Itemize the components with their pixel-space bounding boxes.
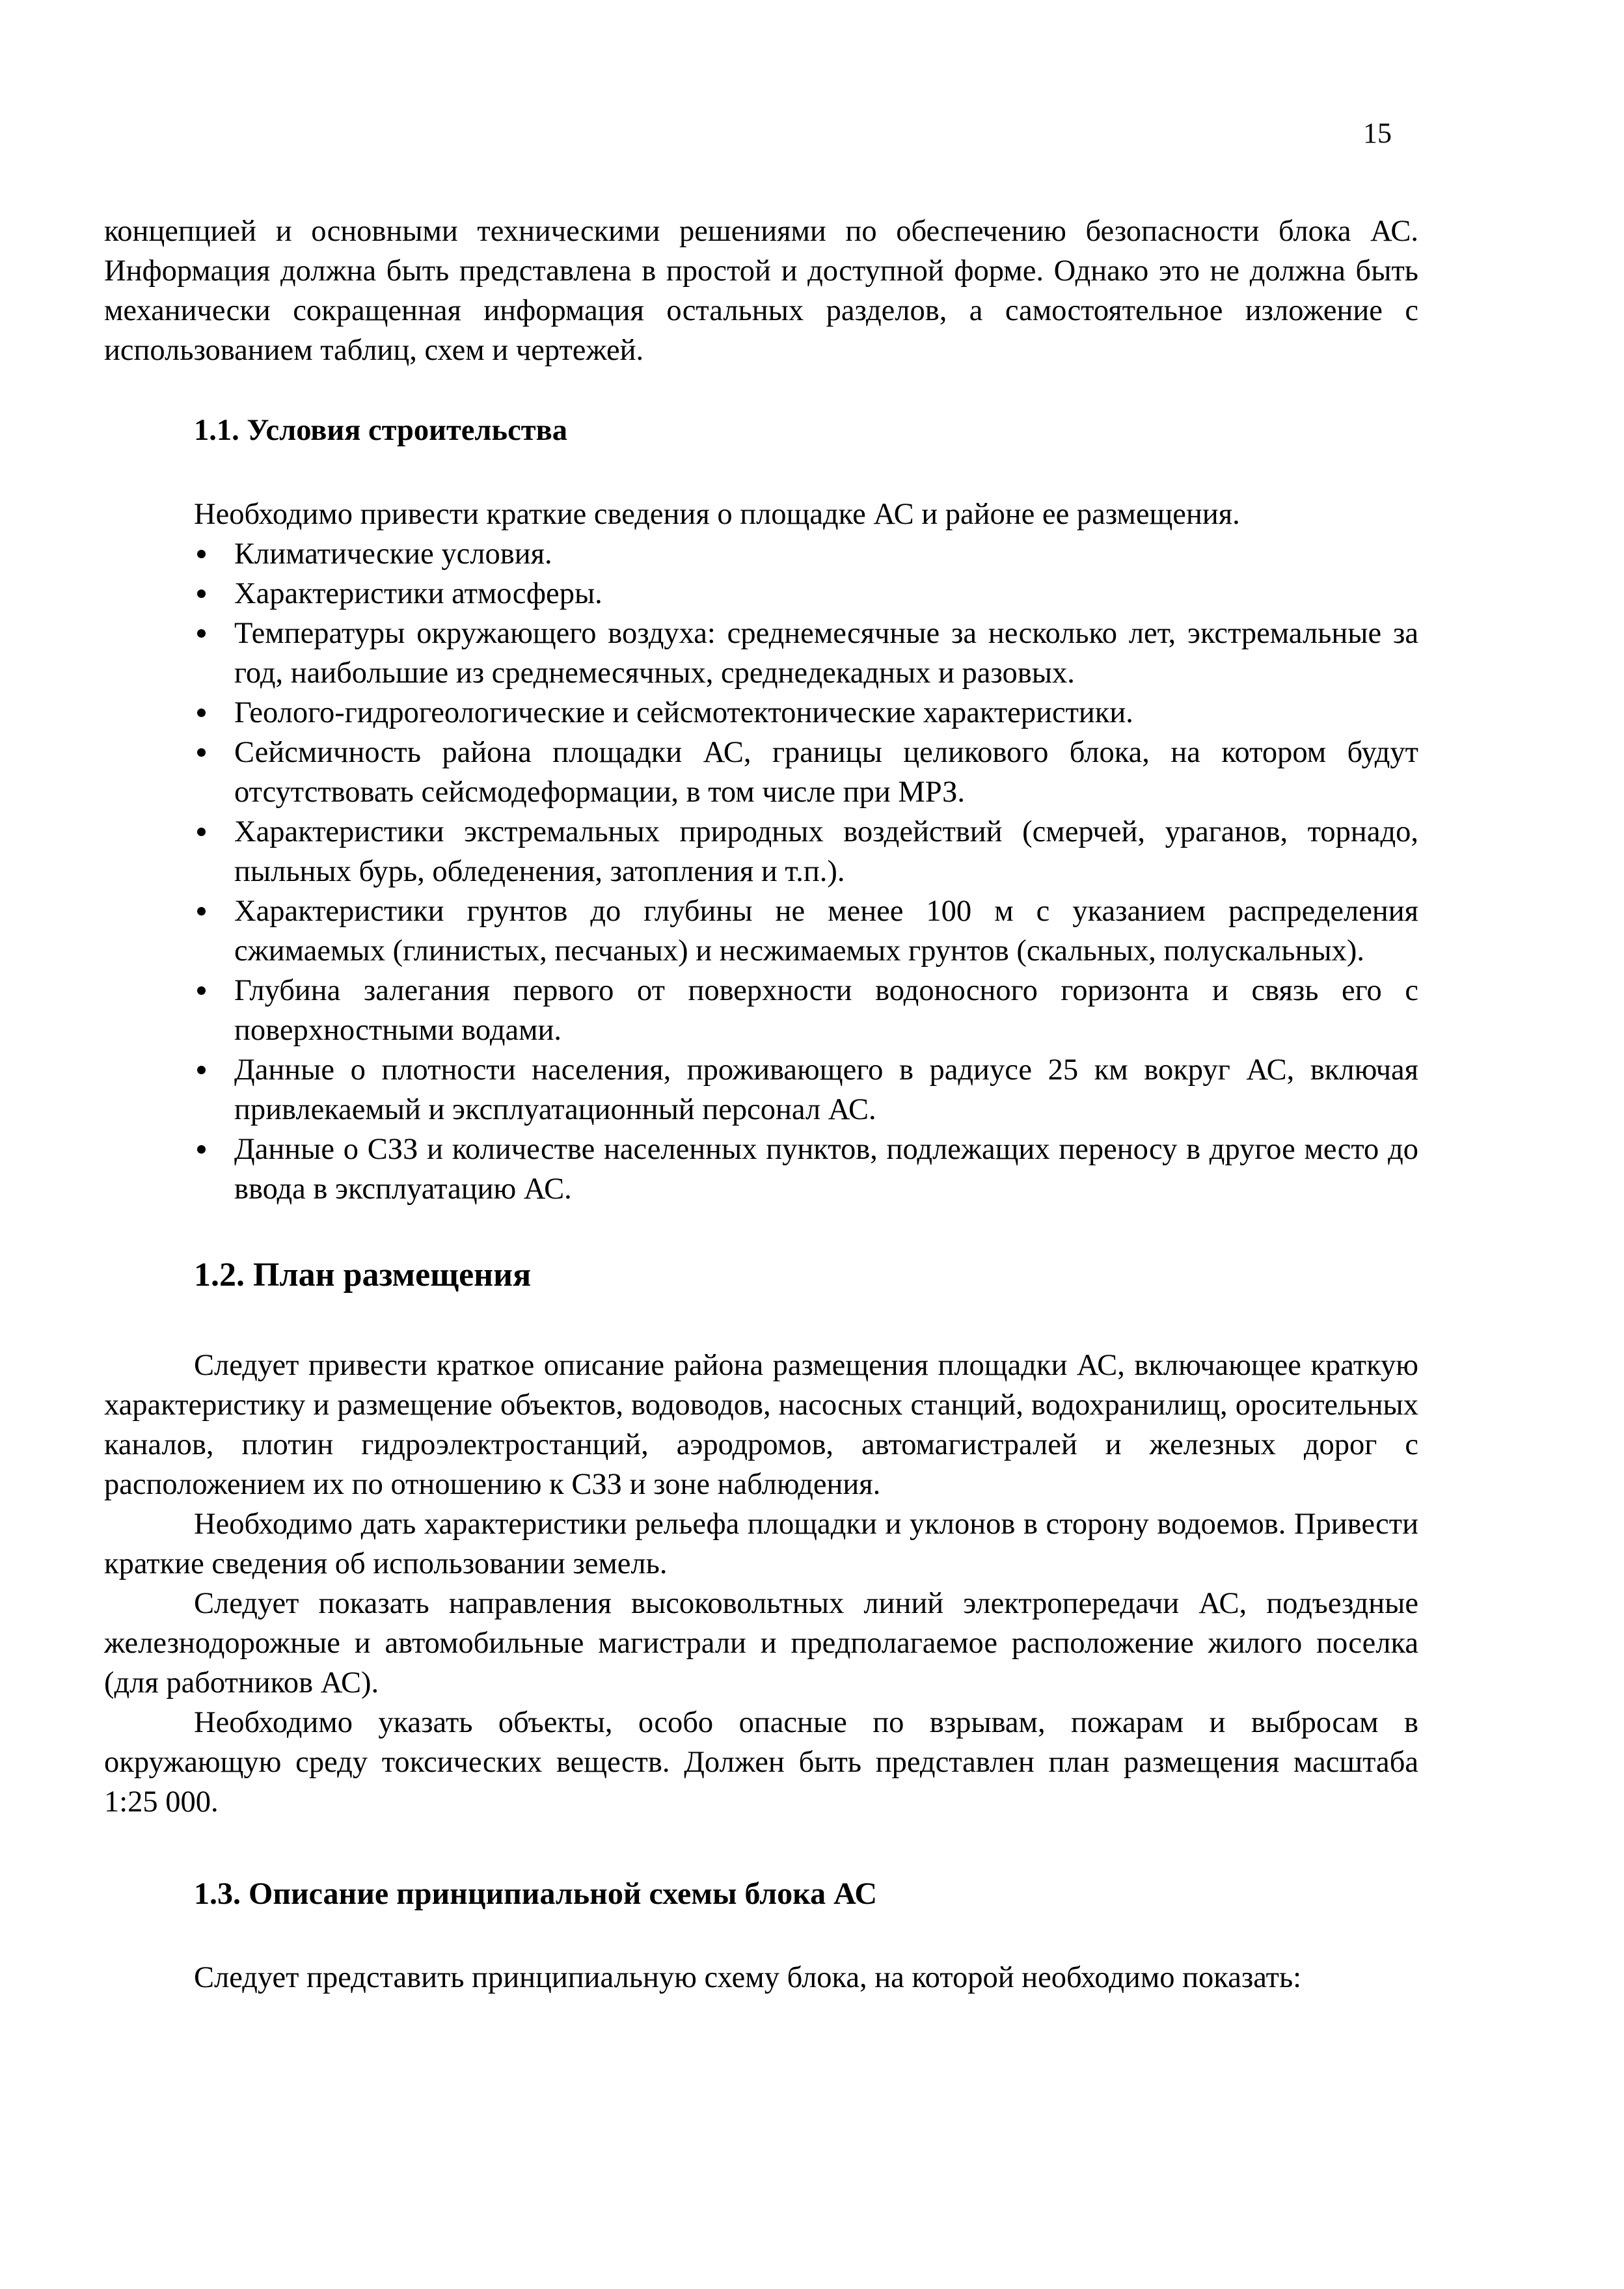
list-item: Глубина залегания первого от поверхности водоносного горизонта и связь его с поверхностными водами. (104, 971, 1418, 1050)
conditions-list (104, 534, 1418, 1209)
section-1-2-paragraph: Необходимо указать объекты, особо опасные по взрывам, пожарам и выбросам в окружающую среду токсических веществ. Должен быть представлен план размещения масштаба 1:25 000. (104, 1706, 1418, 1819)
bullet-icon (197, 629, 206, 638)
list-item: Температуры окружающего воздуха: среднемесячные за несколько лет, экстремальные за год, наибольшие из среднемесячных, среднедекадных и разовых. (104, 614, 1418, 693)
section-1-2-paragraph: Необходимо дать характеристики рельефа площадки и уклонов в сторону водоемов. Привести краткие сведения об использовании земель. (104, 1508, 1418, 1580)
bullet-icon (197, 589, 206, 598)
bullet-icon (197, 828, 206, 836)
bullet-icon (197, 709, 206, 717)
bullet-icon (197, 1066, 206, 1074)
list-item: Характеристики атмосферы. (104, 574, 1418, 614)
document-body (104, 211, 1418, 1998)
section-1-3-title: 1.3. Описание принципиальной схемы блока АС (194, 1876, 878, 1911)
intro-paragraph: концепцией и основными техническими решениями по обеспечению безопасности блока АС. Информация должна быть представлена в простой и доступной форме. Однако это не должна быть механически сокращенная информация остальных разделов, а самостоятельное изложение с использованием таблиц, схем и чертежей. (104, 215, 1418, 367)
bullet-icon (197, 986, 206, 995)
bullet-icon (197, 1145, 206, 1154)
section-1-1-lead: Необходимо привести краткие сведения о площадке АС и районе ее размещения. (194, 498, 1240, 531)
section-1-2-paragraph: Следует показать направления высоковольтных линий электропередачи АС, подъездные железнодорожные и автомобильные магистрали и предполагаемое расположение жилого поселка (для работников АС). (104, 1587, 1418, 1700)
list-item: Сейсмичность района площадки АС, границы целикового блока, на котором будут отсутствовать сейсмодеформации, в том числе при МРЗ. (104, 733, 1418, 812)
list-item: Климатические условия. (104, 534, 1418, 574)
section-1-2-title: 1.2. План размещения (194, 1256, 532, 1293)
bullet-icon (197, 748, 206, 757)
section-1-2-paragraph: Следует привести краткое описание района размещения площадки АС, включающее краткую характеристику и размещение объектов, водоводов, насосных станций, водохранилищ, оросительных каналов, плотин гидроэлектростанций, аэродромов, автомагистралей и железных дорог с расположением их по отношению к СЗЗ и зоне наблюдения. (104, 1349, 1418, 1501)
section-1-3-paragraph: Следует представить принципиальную схему блока, на которой необходимо показать: (194, 1961, 1302, 1994)
section-1-1-title: 1.1. Условия строительства (194, 414, 567, 447)
bullet-icon (197, 907, 206, 915)
page-number: 15 (1363, 117, 1392, 149)
bullet-icon (197, 550, 206, 558)
list-item: Данные о плотности населения, проживающего в радиусе 25 км вокруг АС, включая привлекаемый и эксплуатационный персонал АС. (104, 1050, 1418, 1130)
list-item: Геолого-гидрогеологические и сейсмотектонические характеристики. (104, 693, 1418, 733)
list-item: Данные о СЗЗ и количестве населенных пунктов, подлежащих переносу в другое место до ввода в эксплуатацию АС. (104, 1130, 1418, 1209)
list-item: Характеристики экстремальных природных воздействий (смерчей, ураганов, торнадо, пыльных бурь, обледенения, затопления и т.п.). (104, 812, 1418, 891)
list-item: Характеристики грунтов до глубины не менее 100 м с указанием распределения сжимаемых (глинистых, песчаных) и несжимаемых грунтов (скальных, полускальных). (104, 891, 1418, 971)
